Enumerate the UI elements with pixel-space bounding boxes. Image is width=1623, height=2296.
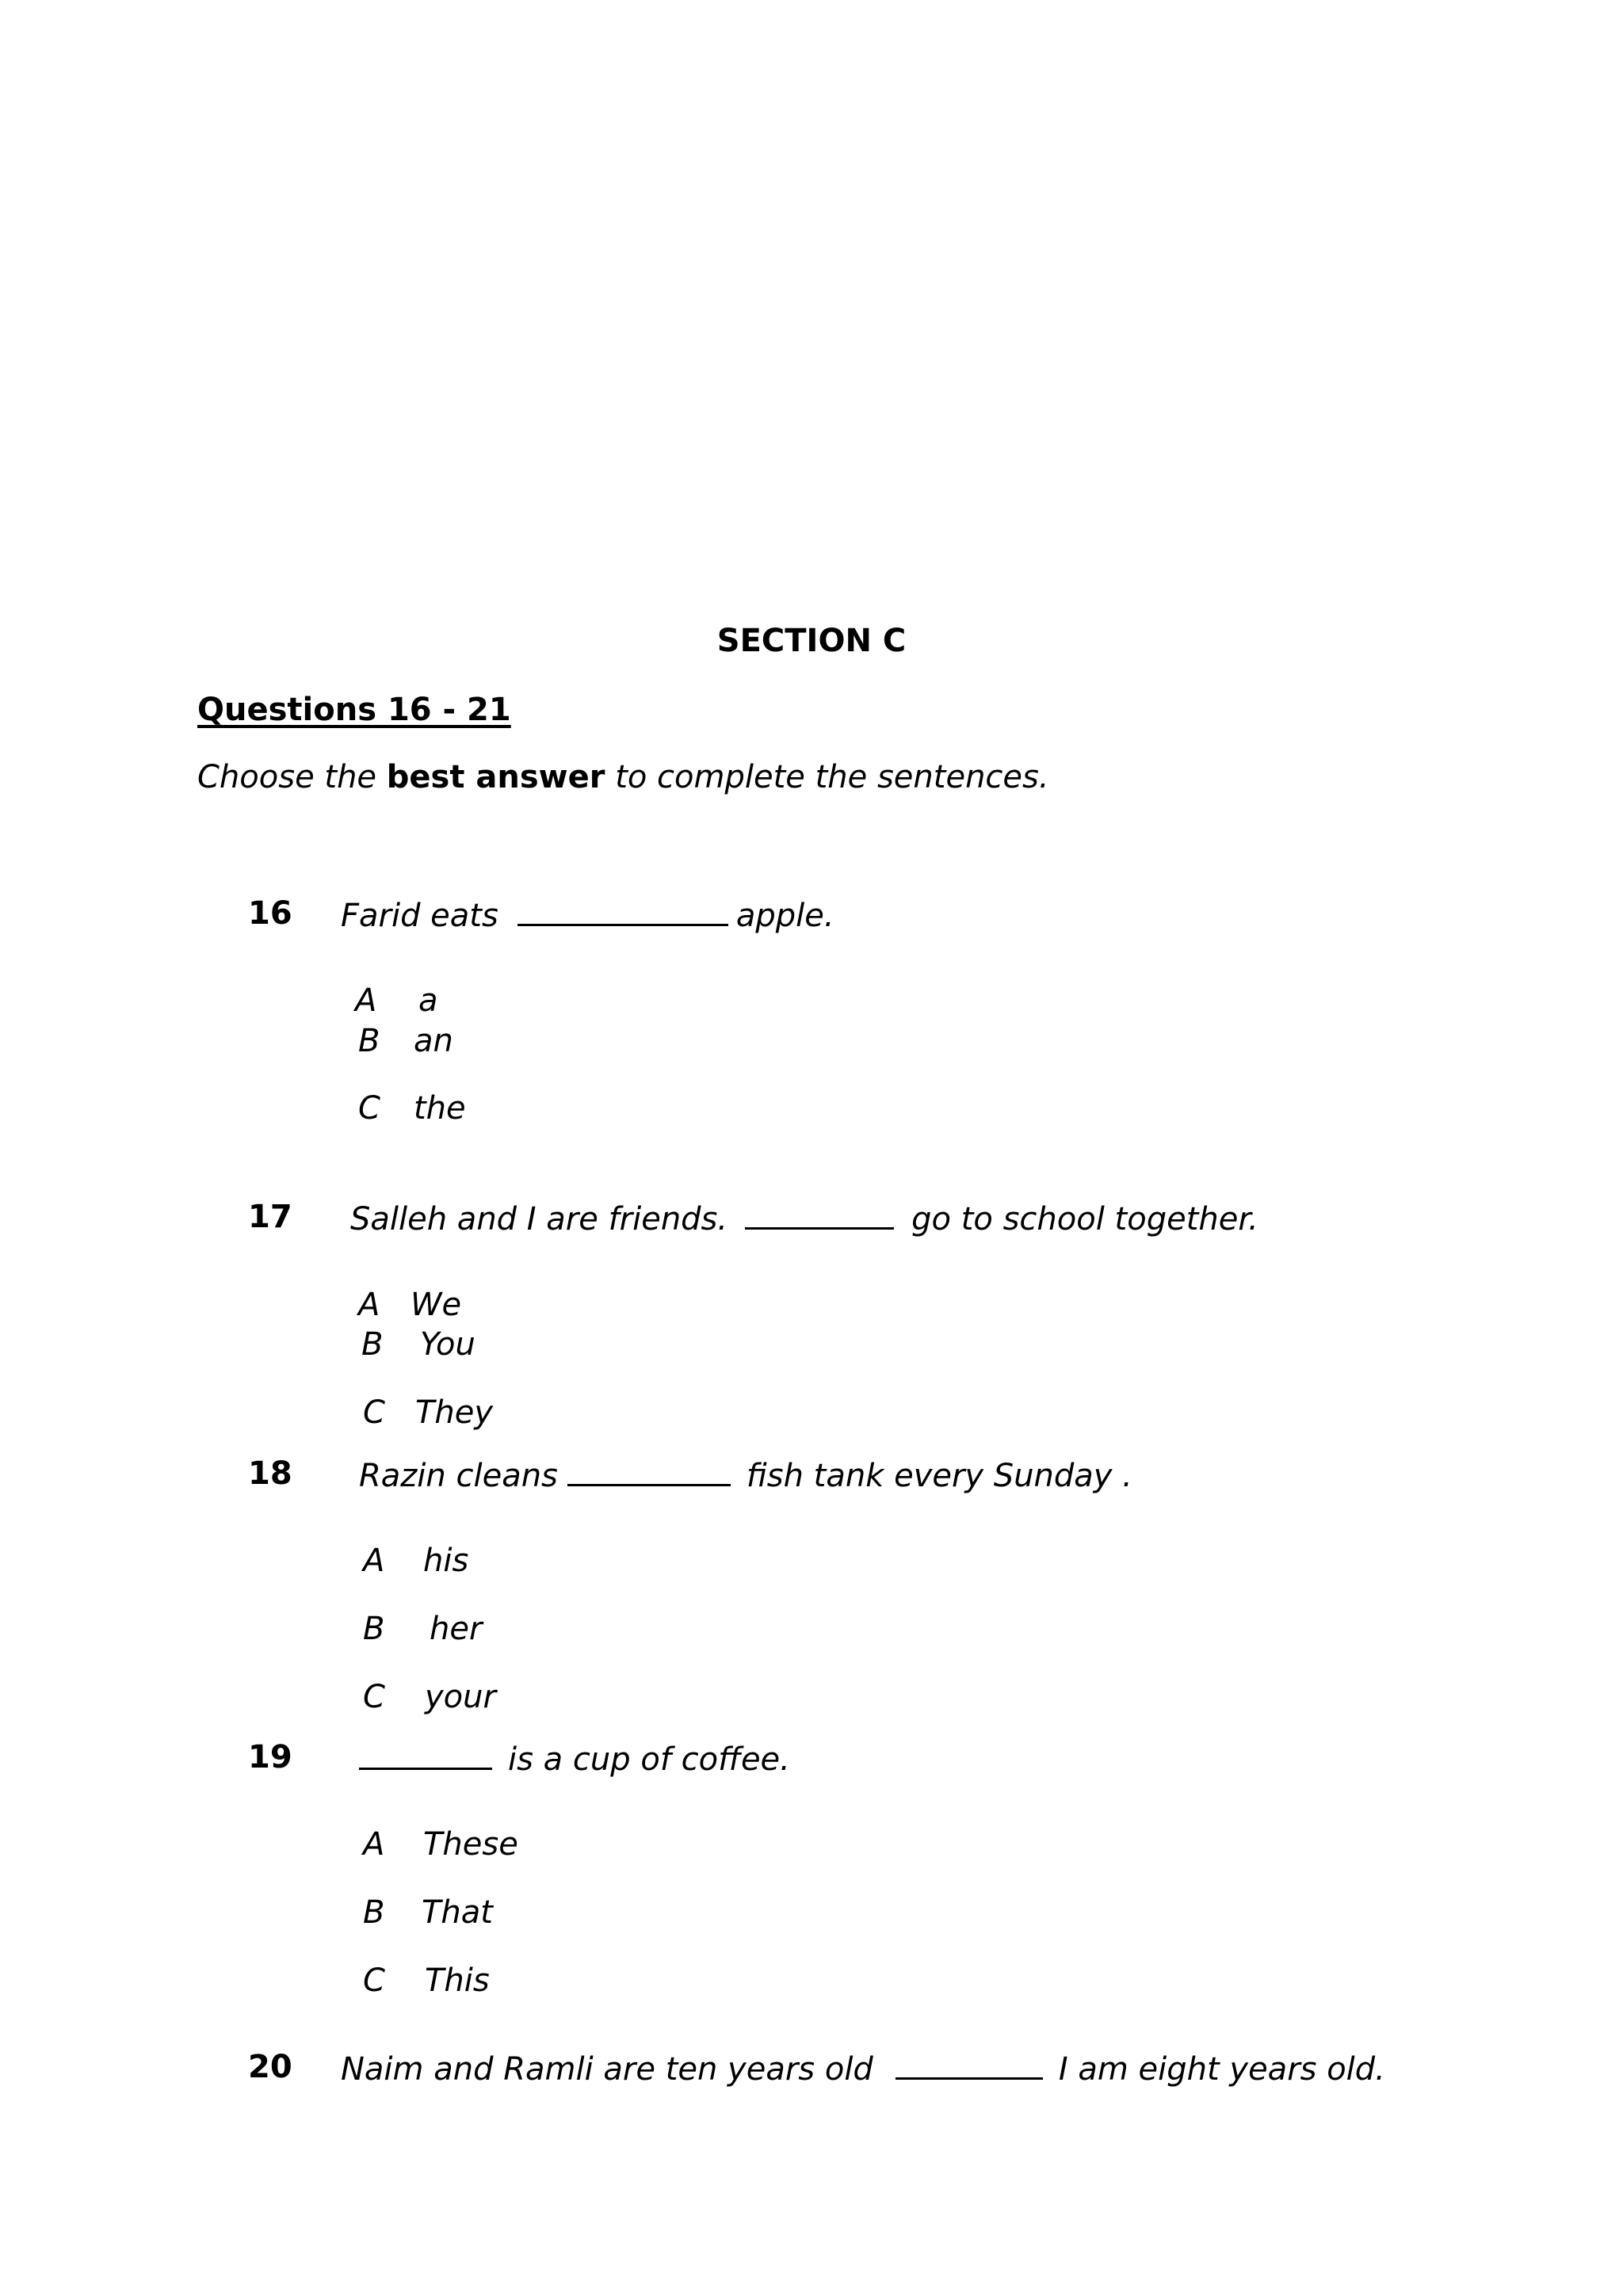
option-b[interactable] [363,1611,482,1647]
stem-after: is a cup of coffee. [508,1741,790,1778]
question-stem [359,1739,790,1778]
answer-blank [745,1199,894,1230]
option-letter: C [358,1090,380,1127]
option-a[interactable] [363,1826,518,1863]
stem-after: fish tank every Sunday . [746,1458,1132,1494]
option-c[interactable] [358,1090,466,1127]
question-stem [350,1199,1258,1238]
stem-after: apple. [735,898,834,934]
option-letter: B [363,1611,385,1647]
question-stem [341,895,834,934]
option-text: a [418,982,438,1019]
instruction-before: Choose the [197,759,377,795]
stem-before: Farid eats [341,898,498,934]
option-text: This [425,1962,490,1999]
section-title: SECTION C [716,623,907,659]
option-b[interactable] [358,1023,453,1059]
option-text: We [411,1287,462,1323]
stem-before: Razin cleans [359,1458,558,1494]
answer-blank [896,2049,1043,2080]
question-number: 16 [248,895,292,932]
option-text: the [414,1090,466,1127]
option-c[interactable] [363,1962,490,1999]
stem-before: Naim and Ramli are ten years old [341,2051,873,2088]
option-b[interactable] [363,1894,493,1931]
question-stem [359,1455,1132,1494]
option-letter: A [363,1543,385,1579]
question-number: 20 [248,2049,292,2085]
option-text: her [430,1611,483,1647]
option-text: They [415,1394,494,1431]
option-a[interactable] [355,982,438,1019]
stem-before: Salleh and I are friends. [350,1201,728,1238]
question-stem [341,2049,1385,2088]
answer-blank [359,1739,492,1770]
answer-blank [517,895,728,926]
question-number: 19 [248,1739,292,1775]
questions-heading: Questions 16 - 21 [197,692,511,728]
option-a[interactable] [358,1287,461,1323]
option-text: an [414,1023,453,1059]
option-letter: B [363,1894,385,1931]
option-text: your [425,1679,496,1715]
option-text: You [420,1326,475,1363]
option-letter: B [358,1023,380,1059]
option-b[interactable] [361,1326,475,1363]
option-c[interactable] [363,1679,496,1715]
option-letter: A [355,982,377,1019]
stem-after: I am eight years old. [1058,2051,1385,2088]
option-text: These [423,1826,518,1863]
option-letter: B [361,1326,384,1363]
instruction-after: to complete the sentences. [615,759,1049,795]
option-c[interactable] [363,1394,493,1431]
stem-after: go to school together. [911,1201,1258,1238]
instruction [197,759,1049,795]
question-number: 17 [248,1199,292,1235]
question-number: 18 [248,1455,292,1492]
option-letter: C [363,1394,385,1431]
answer-blank [567,1455,731,1486]
option-text: his [423,1543,469,1579]
option-letter: C [363,1679,385,1715]
option-letter: A [363,1826,385,1863]
option-text: That [422,1894,493,1931]
instruction-emphasis: best answer [386,759,605,795]
option-letter: A [358,1287,380,1323]
option-a[interactable] [363,1543,468,1579]
option-letter: C [363,1962,385,1999]
